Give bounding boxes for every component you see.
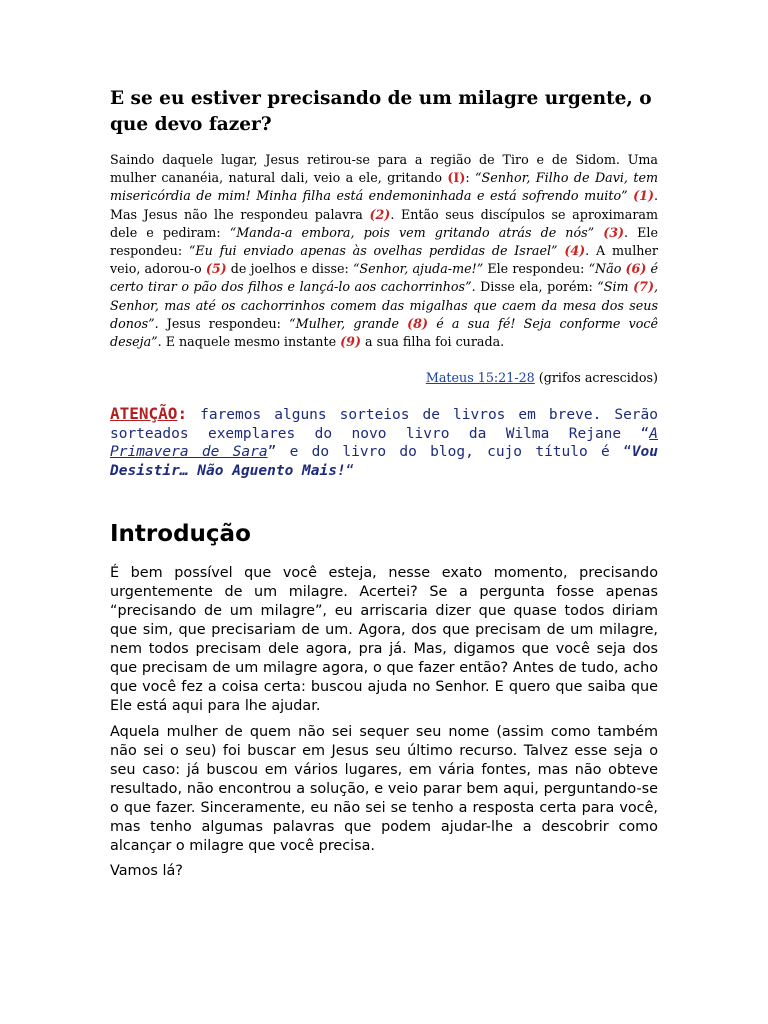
quote-marker: (I) xyxy=(447,170,466,186)
quote-marker: (3) xyxy=(603,224,625,240)
quote-marker: (8) xyxy=(407,315,428,331)
quote-text: . Jesus respondeu: xyxy=(154,315,290,331)
quote-text: Saindo daquele lugar, Jesus retirou-se para a região de Tiro e de Sidom. Uma mulher cananéia, natural dali, veio a ele, gritando xyxy=(110,152,658,186)
book-title-link[interactable]: A Primavera de Sara xyxy=(110,425,658,460)
notice-text: faremos alguns sorteios de livros em breve. Serão sorteados exemplares do novo livro da Wilma Rejane “ xyxy=(110,407,658,442)
quote-marker: (6) xyxy=(625,261,647,277)
quote-italic: , Senhor, mas até os cachorrinhos comem das migalhas que caem da mesa dos seus donos” xyxy=(110,279,658,331)
blog-book-title: Vou Desistir… Não Aguento Mais! xyxy=(110,444,658,479)
quote-text: Ele respondeu: xyxy=(483,261,589,277)
quote-italic: “Manda-a embora, pois vem gritando atrás de nós” xyxy=(229,224,604,240)
quote-marker: (5) xyxy=(205,261,227,277)
quote-text: . A mulher veio, adorou-o xyxy=(110,243,658,277)
quote-marker: (4) xyxy=(564,243,586,259)
body-paragraph: Aquela mulher de quem não sei sequer seu nome (assim como também não sei o seu) foi buscar em Jesus seu último recurso. Talvez esse seja o seu caso: já buscou em vários lugares, em vária fontes, mas não obteve resultado, não encontrou a solução, e veio parar bem aqui, perguntando-se o que fazer. Sinceramente, eu não sei se tenho a resposta certa para você, mas tenho algumas palavras que podem ajudar-lhe a descobrir como alcançar o milagre que você precisa. xyxy=(110,724,658,854)
quote-italic: “Não xyxy=(588,261,626,277)
quote-italic: “Mulher, grande xyxy=(289,315,408,331)
quote-marker: (2) xyxy=(369,206,391,222)
quote-marker: (7) xyxy=(633,279,654,295)
body-paragraph: Vamos lá? xyxy=(110,863,183,879)
scripture-reference xyxy=(426,369,658,387)
quote-italic: é a sua fé! Seja conforme você deseja” xyxy=(110,315,659,350)
quote-text: . Disse ela, porém: xyxy=(471,279,598,295)
quote-italic: “Sim xyxy=(597,279,634,295)
notice-label: ATENÇÃO xyxy=(110,404,178,423)
quote-text: de joelhos e disse: xyxy=(226,261,353,277)
quote-marker: (1) xyxy=(633,188,654,204)
quote-text: : xyxy=(465,170,476,186)
page-title: E se eu estiver precisando de um milagre urgente, o que devo fazer? xyxy=(110,88,652,135)
quote-italic: “Senhor, ajuda-me!” xyxy=(352,261,484,277)
quote-text: . Mas Jesus não lhe respondeu palavra xyxy=(110,188,658,222)
intro-heading: Introdução xyxy=(110,521,251,547)
quote-text: . Então seus discípulos se aproximaram dele e pediram: xyxy=(110,206,658,240)
giveaway-notice xyxy=(110,405,658,480)
notice-colon: : xyxy=(177,404,188,423)
quote-text: . E naquele mesmo instante xyxy=(157,334,341,350)
quote-text: a sua filha foi curada. xyxy=(360,334,505,350)
notice-text: ” e do livro do blog, cujo título é “ xyxy=(267,444,632,460)
body-paragraph: É bem possível que você esteja, nesse exato momento, precisando urgentemente de um milagre. Acertei? Se a pergunta fosse apenas “precisando de um milagre”, eu arriscaria dizer que quase todos diriam que sim, que precisariam de um. Agora, dos que precisam de um milagre, nem todos precisam dele agora, pra já. Mas, digamos que você seja dos que precisam de um milagre agora, o que fazer então? Antes de tudo, acho que você fez a coisa certa: buscou ajuda no Senhor. E quero que saiba que Ele está aqui para lhe ajudar. xyxy=(110,565,658,714)
quote-italic: “Eu fui enviado apenas às ovelhas perdidas de Israel” xyxy=(188,243,565,259)
scripture-quote xyxy=(110,151,658,351)
quote-text: . Ele respondeu: xyxy=(110,224,658,259)
quote-italic: é certo tirar o pão dos filhos e lançá-lo aos cachorrinhos” xyxy=(110,261,658,295)
reference-note: (grifos acrescidos) xyxy=(534,370,658,385)
quote-marker: (9) xyxy=(340,334,361,350)
quote-italic: “Senhor, Filho de Davi, tem misericórdia de mim! Minha filha está endemoninhada e está sofrendo muito” xyxy=(110,170,659,204)
notice-text: “ xyxy=(345,462,355,479)
reference-link[interactable]: Mateus 15:21-28 xyxy=(425,370,535,385)
